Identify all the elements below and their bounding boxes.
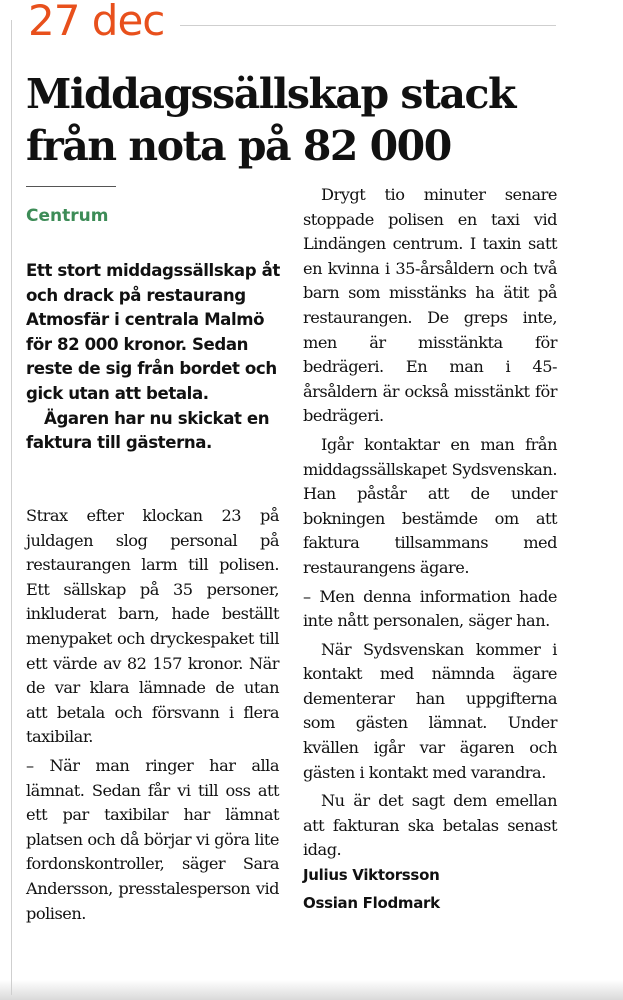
left-margin-rule — [11, 20, 12, 995]
section-label: Centrum — [26, 206, 109, 226]
body-paragraph: Strax efter klockan 23 på juldagen slog personal på restaurangen larm till polisen. Ett sällskap på 35 personer, inkluderat barn, hade beställt menypaket och dryckespaket till ett värde av 82 157 kronor. När de var klara lämnade de utan att betala och försvann i flera taxibilar. — [26, 506, 279, 747]
body-paragraph: Drygt tio minuter senare stoppade polisen en taxi vid Lindängen centrum. I taxin satt en kvinna i 35-årsåldern och två barn som misstänks ha ätit på restaurangen. De greps inte, men är misstänkta för bedrägeri. En man i 45-årsåldern är också misstänkt för bedrägeri. — [303, 185, 557, 426]
lead-text: Ägaren har nu skickat en faktura till gästerna. — [26, 408, 270, 453]
body-paragraph: – När man ringer har alla lämnat. Sedan får vi till oss att ett par taxibilar har lämnat platsen och då börjar vi göra lite fordonskontroller, säger Sara Andersson, presstalesperson vid polisen. — [26, 755, 279, 923]
body-paragraph: – Men denna information hade inte nått personalen, säger han. — [303, 586, 557, 631]
date-label: 27 dec — [28, 0, 165, 45]
lead-paragraph — [26, 259, 286, 456]
body-paragraph: Nu är det sagt dem emellan att fakturan ska betalas senast idag. — [303, 791, 557, 860]
bylines — [303, 863, 557, 915]
byline-author: Ossian Flodmark — [303, 894, 440, 913]
body-paragraph: Igår kontaktar en man från middagssällskapet Sydsvenskan. Han påstår att de under bokningen bestämde om att faktura tillsammans med restaurangens ägare. — [303, 434, 557, 577]
headline: Middagssällskap stack från nota på 82 000 — [26, 70, 515, 170]
body-paragraph: När Sydsvenskan kommer i kontakt med nämnda ägare dementerar han uppgifterna som gästen lämnat. Under kvällen igår var ägaren och gästen i kontakt med varandra. — [303, 639, 557, 782]
top-rule — [180, 25, 556, 26]
page-bottom-shadow — [0, 980, 623, 1000]
lead-text: Ett stort middagssällskap åt och drack på restaurang Atmosfär i centrala Malmö för 82 000 kronor. Sedan reste de sig från bordet och gick utan att betala. — [26, 261, 280, 403]
body-column-left — [26, 504, 279, 926]
body-column-right — [303, 183, 557, 915]
byline-author: Julius Viktorsson — [303, 866, 440, 885]
headline-divider — [26, 186, 116, 187]
